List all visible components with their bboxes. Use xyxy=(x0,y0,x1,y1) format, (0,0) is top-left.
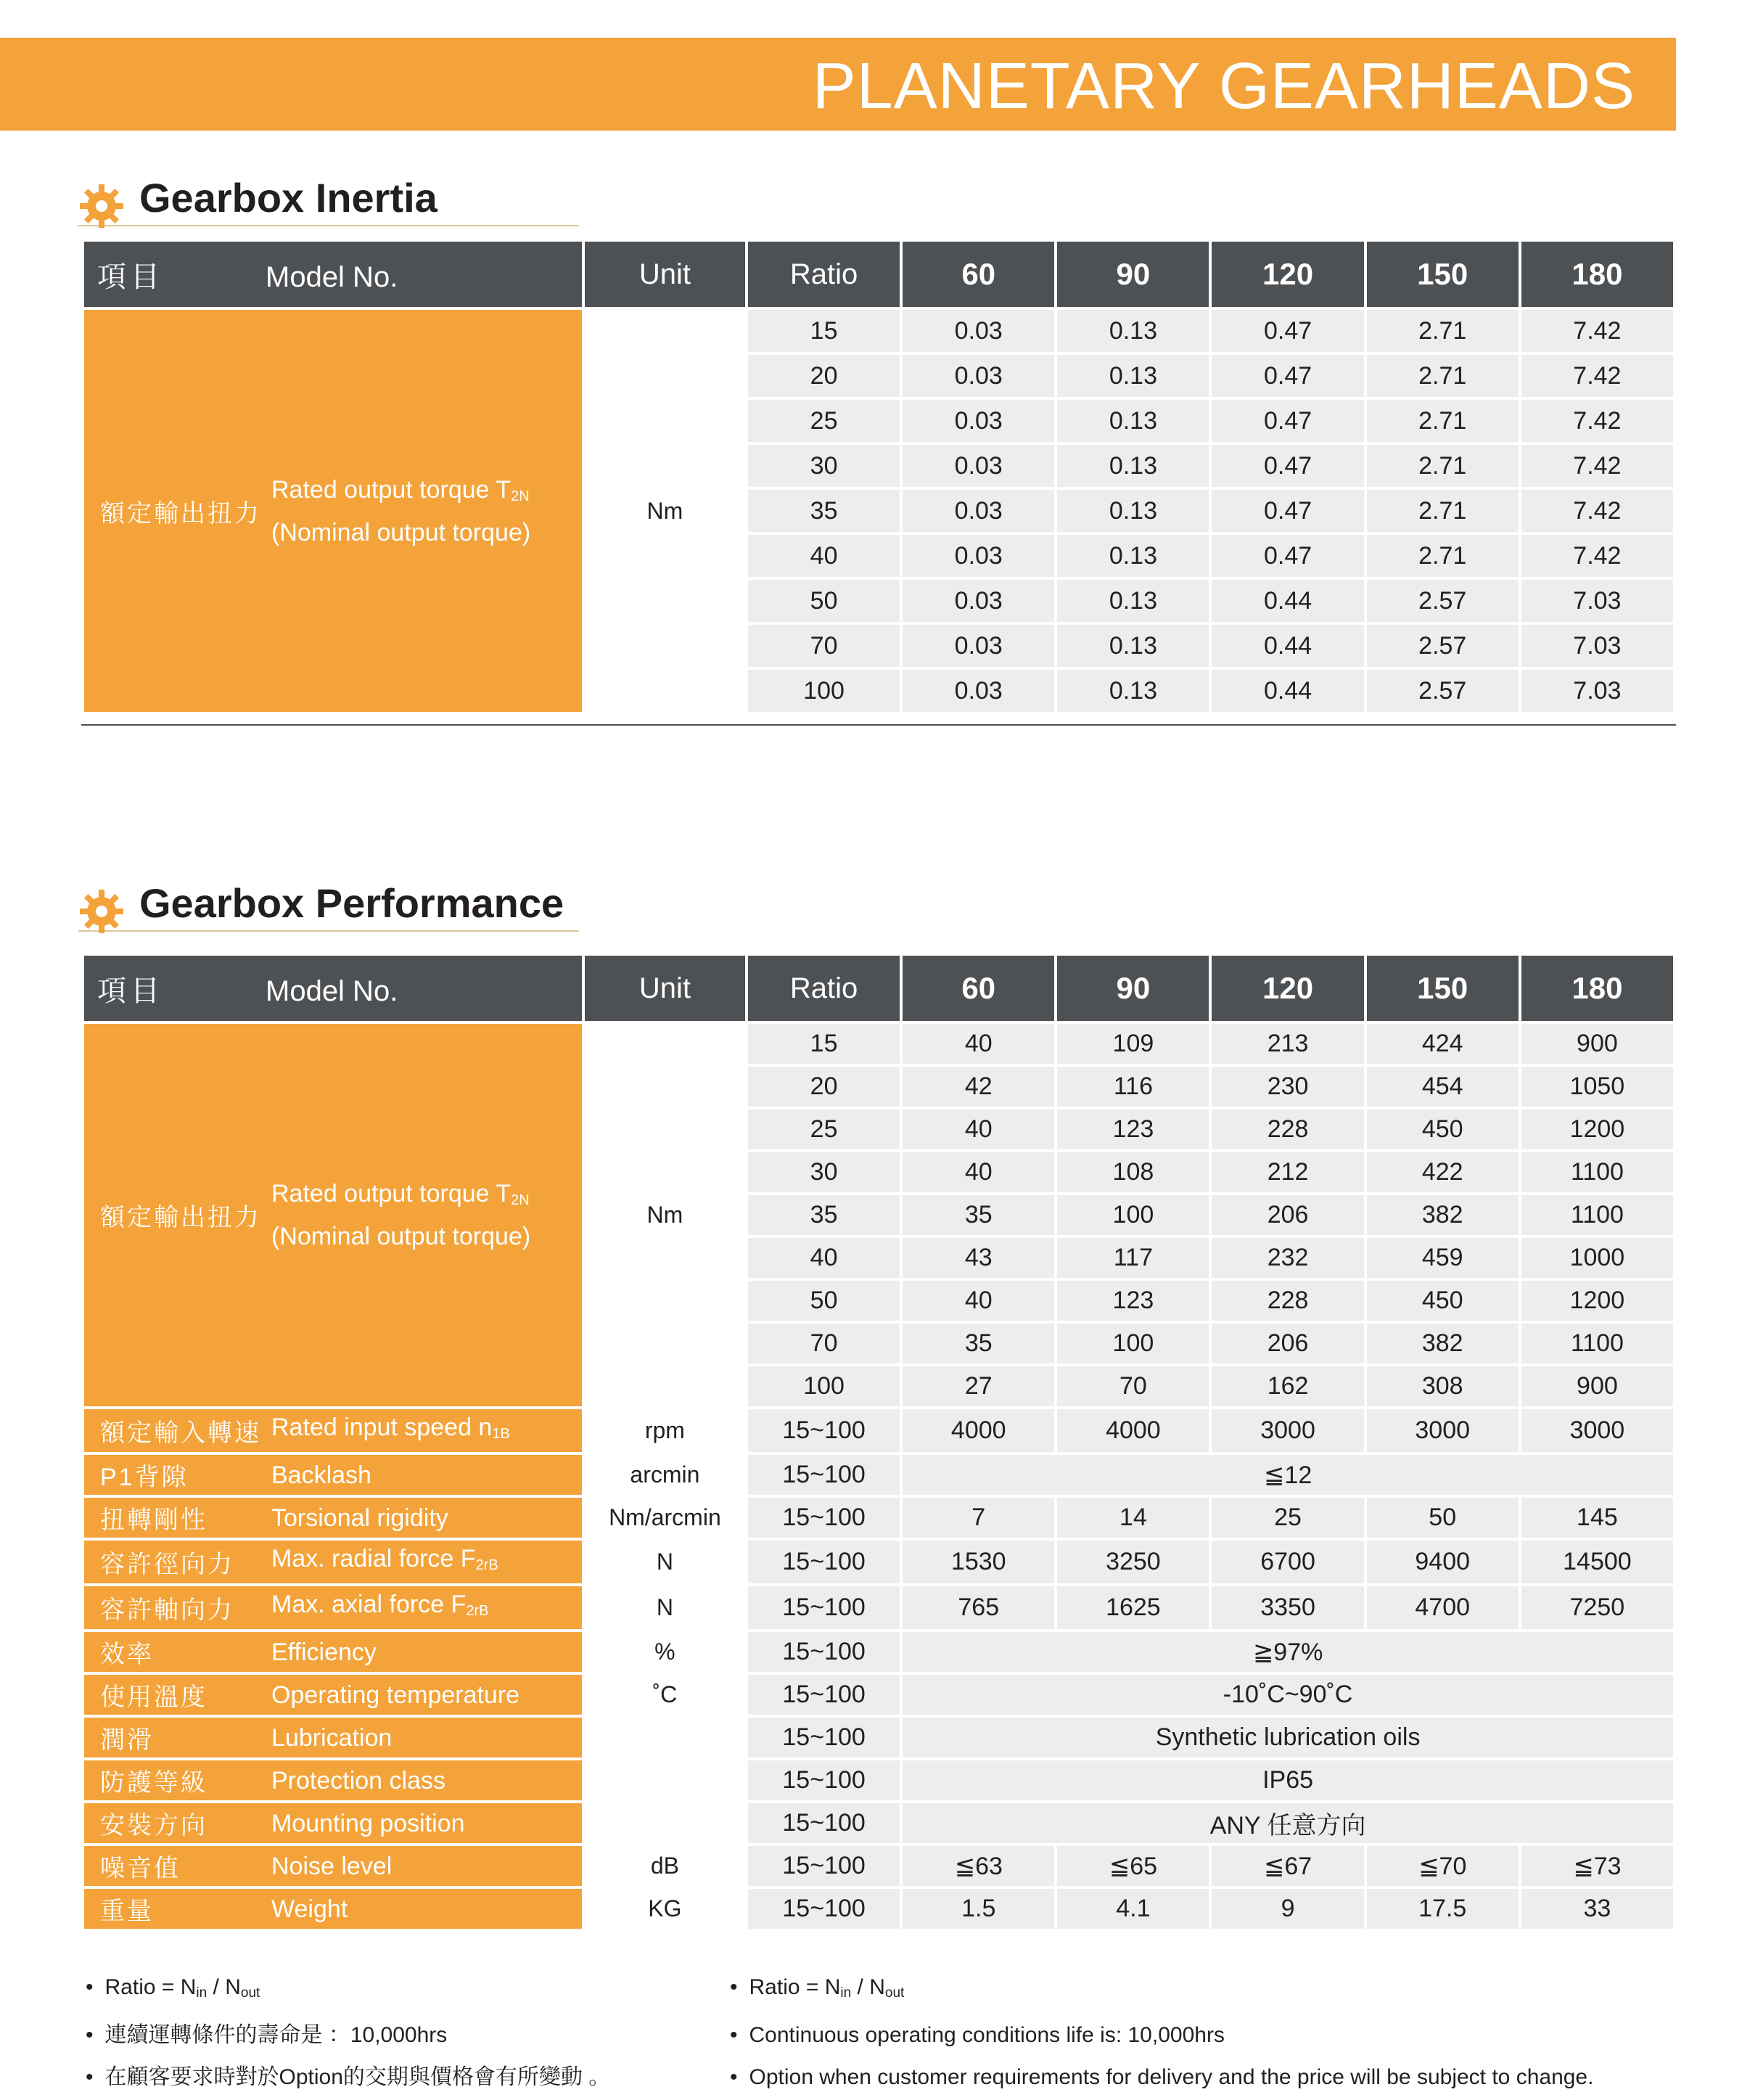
label-en-subscript: 2N xyxy=(511,488,530,504)
value-cell: 228 xyxy=(1212,1281,1363,1321)
table-row xyxy=(84,1024,1673,1064)
spec-row xyxy=(84,1632,1673,1672)
notes-chinese xyxy=(86,1966,610,2099)
ratio-cell: 100 xyxy=(748,670,900,712)
spec-row xyxy=(84,1675,1673,1715)
value-cell: 0.13 xyxy=(1057,625,1209,667)
inertia-table xyxy=(81,239,1676,715)
header-model: 180 xyxy=(1521,956,1673,1021)
value-cell: 1200 xyxy=(1521,1110,1673,1149)
unit-cell: N xyxy=(585,1586,745,1629)
label-en-text: Operating temperature xyxy=(271,1681,520,1709)
performance-table xyxy=(81,953,1676,1932)
inertia-bottom-rule xyxy=(81,724,1676,726)
merged-value-cell: -10˚C~90˚C xyxy=(903,1675,1673,1715)
label-en-text: Rated input speed n xyxy=(271,1414,493,1441)
value-cell: 2.57 xyxy=(1367,580,1519,622)
unit-cell xyxy=(585,1718,745,1757)
value-cell: 2.71 xyxy=(1367,400,1519,442)
ratio-cell: 100 xyxy=(748,1366,900,1406)
value-cell: 232 xyxy=(1212,1238,1363,1278)
value-cell: 3000 xyxy=(1521,1409,1673,1452)
value-cell: 422 xyxy=(1367,1152,1519,1192)
banner-title: PLANETARY GEARHEADS xyxy=(812,50,1635,123)
label-en-text: Weight xyxy=(271,1895,348,1923)
ratio-cell: 15 xyxy=(748,310,900,352)
value-cell: ≦67 xyxy=(1212,1846,1363,1886)
value-cell: 765 xyxy=(903,1586,1054,1629)
note-option: • 在顧客要求時對於Option的交期與價格會有所變動 。 xyxy=(86,2056,610,2099)
value-cell: ≦70 xyxy=(1367,1846,1519,1886)
value-cell: 40 xyxy=(903,1152,1054,1192)
label-en-subscript: 2rB xyxy=(466,1603,489,1619)
value-cell: 0.47 xyxy=(1212,490,1363,532)
ratio-cell: 40 xyxy=(748,535,900,577)
spec-label-cell xyxy=(84,1409,582,1452)
value-cell: 212 xyxy=(1212,1152,1363,1192)
value-cell: 7.42 xyxy=(1521,490,1673,532)
label-en xyxy=(271,1891,348,1927)
value-cell: 123 xyxy=(1057,1110,1209,1149)
inertia-section-title: Gearbox Inertia xyxy=(139,175,437,221)
ratio-cell: 30 xyxy=(748,445,900,487)
label-zh: 安裝方向 xyxy=(100,1812,208,1839)
label-en-text: Lubrication xyxy=(271,1723,393,1752)
unit-cell: Nm/arcmin xyxy=(585,1498,745,1538)
spec-label-cell xyxy=(84,1498,582,1538)
spec-label-cell xyxy=(84,1455,582,1495)
label-en-text: Protection class xyxy=(271,1766,445,1795)
ratio-cell: 15~100 xyxy=(748,1541,900,1583)
label-en xyxy=(271,1409,510,1452)
label-zh: 噪音值 xyxy=(100,1855,181,1882)
value-cell: 206 xyxy=(1212,1324,1363,1363)
value-cell: 3000 xyxy=(1212,1409,1363,1452)
value-cell: 7250 xyxy=(1521,1586,1673,1629)
ratio-cell: 30 xyxy=(748,1152,900,1192)
spec-label-cell xyxy=(84,1889,582,1929)
ratio-cell: 15~100 xyxy=(748,1632,900,1672)
unit-cell: dB xyxy=(585,1846,745,1886)
spec-label-cell xyxy=(84,1675,582,1715)
value-cell: 14500 xyxy=(1521,1541,1673,1583)
label-en-line2: (Nominal output torque) xyxy=(271,1223,531,1250)
unit-cell: ˚C xyxy=(585,1675,745,1715)
value-cell: 4000 xyxy=(1057,1409,1209,1452)
value-cell: 117 xyxy=(1057,1238,1209,1278)
label-en xyxy=(271,1586,488,1629)
spec-row xyxy=(84,1889,1673,1929)
value-cell: 424 xyxy=(1367,1024,1519,1064)
value-cell: 0.03 xyxy=(903,445,1054,487)
spec-label-cell xyxy=(84,1760,582,1800)
value-cell: 0.47 xyxy=(1212,355,1363,397)
note-life: • 連續運轉條件的壽命是 ：10,000hrs xyxy=(86,2014,610,2056)
header-model: 90 xyxy=(1057,956,1209,1021)
value-cell: 109 xyxy=(1057,1024,1209,1064)
value-cell: 1000 xyxy=(1521,1238,1673,1278)
ratio-cell: 40 xyxy=(748,1238,900,1278)
value-cell: 7 xyxy=(903,1498,1054,1538)
value-cell: 0.13 xyxy=(1057,580,1209,622)
ratio-cell: 15~100 xyxy=(748,1846,900,1886)
value-cell: 2.71 xyxy=(1367,445,1519,487)
value-cell: 1050 xyxy=(1521,1067,1673,1107)
label-en-text: Torsional rigidity xyxy=(271,1504,448,1532)
value-cell: ≦63 xyxy=(903,1846,1054,1886)
label-zh: 額定輸入轉速 xyxy=(100,1419,261,1447)
spec-row xyxy=(84,1455,1673,1495)
value-cell: 162 xyxy=(1212,1366,1363,1406)
spec-label-cell xyxy=(84,1718,582,1757)
value-cell: 100 xyxy=(1057,1195,1209,1235)
spec-label-cell xyxy=(84,1586,582,1629)
value-cell: 42 xyxy=(903,1067,1054,1107)
label-en-subscript: 2rB xyxy=(475,1557,498,1573)
value-cell: 1.5 xyxy=(903,1889,1054,1929)
value-cell: 7.42 xyxy=(1521,535,1673,577)
spec-label-cell xyxy=(84,1803,582,1843)
ratio-cell: 15~100 xyxy=(748,1718,900,1757)
label-zh: 潤滑 xyxy=(100,1726,154,1754)
label-en-text: Backlash xyxy=(271,1461,371,1489)
label-zh: 使用溫度 xyxy=(100,1683,208,1711)
performance-header-row xyxy=(84,956,1673,1021)
value-cell: 145 xyxy=(1521,1498,1673,1538)
value-cell: 2.71 xyxy=(1367,535,1519,577)
value-cell: 213 xyxy=(1212,1024,1363,1064)
ratio-cell: 20 xyxy=(748,1067,900,1107)
inertia-section-heading xyxy=(78,174,579,226)
spec-label-cell xyxy=(84,1541,582,1583)
value-cell: 1100 xyxy=(1521,1324,1673,1363)
value-cell: 3350 xyxy=(1212,1586,1363,1629)
value-cell: 1625 xyxy=(1057,1586,1209,1629)
value-cell: 108 xyxy=(1057,1152,1209,1192)
value-cell: 450 xyxy=(1367,1281,1519,1321)
ratio-cell: 25 xyxy=(748,1110,900,1149)
value-cell: 70 xyxy=(1057,1366,1209,1406)
value-cell: 0.13 xyxy=(1057,355,1209,397)
value-cell: 40 xyxy=(903,1110,1054,1149)
ratio-cell: 35 xyxy=(748,1195,900,1235)
unit-cell: KG xyxy=(585,1889,745,1929)
value-cell: 0.03 xyxy=(903,625,1054,667)
label-en xyxy=(271,1720,392,1756)
value-cell: 123 xyxy=(1057,1281,1209,1321)
notes-english xyxy=(730,1966,1593,2099)
value-cell: 25 xyxy=(1212,1498,1363,1538)
value-cell: 900 xyxy=(1521,1024,1673,1064)
label-en xyxy=(271,1763,445,1799)
value-cell: 7.03 xyxy=(1521,625,1673,667)
label-en xyxy=(271,1500,448,1536)
torque-label-cell xyxy=(84,310,582,712)
value-cell: 382 xyxy=(1367,1324,1519,1363)
value-cell: 7.42 xyxy=(1521,400,1673,442)
ratio-cell: 25 xyxy=(748,400,900,442)
value-cell: 230 xyxy=(1212,1067,1363,1107)
header-model: 90 xyxy=(1057,242,1209,307)
value-cell: 2.71 xyxy=(1367,490,1519,532)
label-en xyxy=(271,472,530,551)
label-zh: 扭轉剛性 xyxy=(100,1506,208,1534)
performance-section-heading xyxy=(78,879,579,932)
ratio-cell: 20 xyxy=(748,355,900,397)
unit-cell xyxy=(585,1803,745,1843)
merged-value-cell: Synthetic lubrication oils xyxy=(903,1718,1673,1757)
table-row xyxy=(84,310,1673,352)
merged-value-cell: ANY 任意方向 xyxy=(903,1803,1673,1843)
ratio-cell: 15~100 xyxy=(748,1586,900,1629)
note-life: • Continuous operating conditions life is: 10,000hrs xyxy=(730,2014,1593,2056)
value-cell: 4000 xyxy=(903,1409,1054,1452)
ratio-cell: 15~100 xyxy=(748,1760,900,1800)
value-cell: 0.44 xyxy=(1212,580,1363,622)
label-en-subscript: 2N xyxy=(511,1192,530,1208)
label-zh: 重量 xyxy=(100,1898,154,1925)
ratio-cell: 15~100 xyxy=(748,1409,900,1452)
spec-row xyxy=(84,1409,1673,1452)
value-cell: 33 xyxy=(1521,1889,1673,1929)
label-en-subscript: 1B xyxy=(492,1426,510,1442)
unit-cell: arcmin xyxy=(585,1455,745,1495)
value-cell: 0.47 xyxy=(1212,310,1363,352)
value-cell: 4700 xyxy=(1367,1586,1519,1629)
value-cell: 9400 xyxy=(1367,1541,1519,1583)
value-cell: 0.03 xyxy=(903,535,1054,577)
value-cell: 0.03 xyxy=(903,580,1054,622)
ratio-cell: 35 xyxy=(748,490,900,532)
value-cell: 0.03 xyxy=(903,400,1054,442)
value-cell: 14 xyxy=(1057,1498,1209,1538)
label-zh: 防護等級 xyxy=(100,1769,208,1797)
value-cell: 2.71 xyxy=(1367,355,1519,397)
gear-icon xyxy=(78,888,125,935)
label-en xyxy=(271,1176,530,1255)
label-en-text: Max. axial force F xyxy=(271,1591,467,1618)
spec-label-cell xyxy=(84,1846,582,1886)
label-en xyxy=(271,1541,498,1583)
value-cell: 1200 xyxy=(1521,1281,1673,1321)
ratio-cell: 70 xyxy=(748,1324,900,1363)
header-model: 60 xyxy=(903,242,1054,307)
header-banner xyxy=(0,38,1676,131)
value-cell: 17.5 xyxy=(1367,1889,1519,1929)
ratio-cell: 15~100 xyxy=(748,1498,900,1538)
note-ratio: • Ratio = $N_{in} / N_{out}$ xyxy=(86,1966,610,2014)
value-cell: 0.44 xyxy=(1212,625,1363,667)
value-cell: 2.57 xyxy=(1367,625,1519,667)
value-cell: 50 xyxy=(1367,1498,1519,1538)
value-cell: 1530 xyxy=(903,1541,1054,1583)
value-cell: 0.03 xyxy=(903,355,1054,397)
value-cell: 3000 xyxy=(1367,1409,1519,1452)
label-zh: P1背隙 xyxy=(100,1464,189,1491)
label-en-line1: Rated output torque T xyxy=(271,1180,511,1207)
value-cell: 1100 xyxy=(1521,1195,1673,1235)
value-cell: 382 xyxy=(1367,1195,1519,1235)
label-en-text: Noise level xyxy=(271,1852,393,1880)
unit-cell xyxy=(585,1760,745,1800)
label-en-line1: Rated output torque T xyxy=(271,475,511,504)
spec-row xyxy=(84,1586,1673,1629)
ratio-cell: 15 xyxy=(748,1024,900,1064)
header-unit: Unit xyxy=(585,242,745,307)
unit-cell: rpm xyxy=(585,1409,745,1452)
value-cell: 27 xyxy=(903,1366,1054,1406)
value-cell: 9 xyxy=(1212,1889,1363,1929)
value-cell: 3250 xyxy=(1057,1541,1209,1583)
header-ratio: Ratio xyxy=(748,956,900,1021)
value-cell: 7.42 xyxy=(1521,445,1673,487)
ratio-cell: 15~100 xyxy=(748,1455,900,1495)
header-model: 150 xyxy=(1367,242,1519,307)
value-cell: ≦65 xyxy=(1057,1846,1209,1886)
label-zh: 效率 xyxy=(100,1641,154,1668)
header-model: 120 xyxy=(1212,956,1363,1021)
spec-row xyxy=(84,1846,1673,1886)
value-cell: 116 xyxy=(1057,1067,1209,1107)
label-zh: 額定輸出扭力 xyxy=(100,499,261,528)
value-cell: 0.47 xyxy=(1212,445,1363,487)
value-cell: 0.13 xyxy=(1057,400,1209,442)
label-en xyxy=(271,1677,519,1713)
ratio-cell: 15~100 xyxy=(748,1675,900,1715)
ratio-cell: 50 xyxy=(748,580,900,622)
value-cell: 454 xyxy=(1367,1067,1519,1107)
header-item: 項目 Model No. xyxy=(84,242,582,307)
spec-row xyxy=(84,1760,1673,1800)
value-cell: 0.13 xyxy=(1057,445,1209,487)
label-en-line2: (Nominal output torque) xyxy=(271,518,531,546)
header-model: 120 xyxy=(1212,242,1363,307)
performance-section-title: Gearbox Performance xyxy=(139,880,564,926)
header-ratio: Ratio xyxy=(748,242,900,307)
unit-cell: % xyxy=(585,1632,745,1672)
inertia-header-row xyxy=(84,242,1673,307)
merged-value-cell: IP65 xyxy=(903,1760,1673,1800)
spec-row xyxy=(84,1803,1673,1843)
value-cell: 1100 xyxy=(1521,1152,1673,1192)
merged-value-cell: ≧97% xyxy=(903,1632,1673,1672)
value-cell: 0.47 xyxy=(1212,400,1363,442)
value-cell: 43 xyxy=(903,1238,1054,1278)
value-cell: 0.13 xyxy=(1057,670,1209,712)
ratio-cell: 15~100 xyxy=(748,1803,900,1843)
value-cell: 7.42 xyxy=(1521,355,1673,397)
value-cell: 900 xyxy=(1521,1366,1673,1406)
value-cell: 35 xyxy=(903,1324,1054,1363)
value-cell: 450 xyxy=(1367,1110,1519,1149)
value-cell: 100 xyxy=(1057,1324,1209,1363)
spec-label-cell xyxy=(84,1632,582,1672)
value-cell: 459 xyxy=(1367,1238,1519,1278)
label-en-text: Max. radial force F xyxy=(271,1545,476,1572)
ratio-cell: 50 xyxy=(748,1281,900,1321)
header-model: 150 xyxy=(1367,956,1519,1021)
value-cell: 7.03 xyxy=(1521,670,1673,712)
note-ratio: • Ratio = $N_{in} / N_{out}$ xyxy=(730,1966,1593,2014)
note-option: • Option when customer requirements for delivery and the price will be subject to change. xyxy=(730,2056,1593,2099)
unit-cell: Nm xyxy=(585,1024,745,1406)
label-en xyxy=(271,1634,377,1670)
label-zh: 容許徑向力 xyxy=(100,1551,234,1578)
label-zh: 額定輸出扭力 xyxy=(100,1204,261,1231)
spec-row xyxy=(84,1498,1673,1538)
value-cell: 40 xyxy=(903,1024,1054,1064)
value-cell: 6700 xyxy=(1212,1541,1363,1583)
value-cell: 0.13 xyxy=(1057,310,1209,352)
label-en xyxy=(271,1848,392,1884)
value-cell: 0.47 xyxy=(1212,535,1363,577)
header-model: 60 xyxy=(903,956,1054,1021)
label-zh: 容許軸向力 xyxy=(100,1596,234,1624)
unit-cell: Nm xyxy=(585,310,745,712)
gear-icon xyxy=(78,183,125,229)
value-cell: 7.42 xyxy=(1521,310,1673,352)
label-en xyxy=(271,1805,465,1842)
value-cell: 228 xyxy=(1212,1110,1363,1149)
value-cell: ≦73 xyxy=(1521,1846,1673,1886)
value-cell: 0.03 xyxy=(903,310,1054,352)
merged-value-cell: ≦12 xyxy=(903,1455,1673,1495)
label-en-text: Mounting position xyxy=(271,1809,465,1837)
unit-cell: N xyxy=(585,1541,745,1583)
value-cell: 206 xyxy=(1212,1195,1363,1235)
value-cell: 0.44 xyxy=(1212,670,1363,712)
ratio-cell: 70 xyxy=(748,625,900,667)
header-unit: Unit xyxy=(585,956,745,1021)
value-cell: 2.57 xyxy=(1367,670,1519,712)
value-cell: 4.1 xyxy=(1057,1889,1209,1929)
value-cell: 308 xyxy=(1367,1366,1519,1406)
value-cell: 0.03 xyxy=(903,670,1054,712)
value-cell: 0.13 xyxy=(1057,535,1209,577)
header-model: 180 xyxy=(1521,242,1673,307)
value-cell: 40 xyxy=(903,1281,1054,1321)
spec-row xyxy=(84,1541,1673,1583)
value-cell: 7.03 xyxy=(1521,580,1673,622)
value-cell: 0.03 xyxy=(903,490,1054,532)
value-cell: 35 xyxy=(903,1195,1054,1235)
header-item: 項目 Model No. xyxy=(84,956,582,1021)
label-en-text: Efficiency xyxy=(271,1638,377,1666)
spec-row xyxy=(84,1718,1673,1757)
label-en xyxy=(271,1457,371,1493)
torque-label-cell xyxy=(84,1024,582,1406)
ratio-cell: 15~100 xyxy=(748,1889,900,1929)
value-cell: 2.71 xyxy=(1367,310,1519,352)
value-cell: 0.13 xyxy=(1057,490,1209,532)
